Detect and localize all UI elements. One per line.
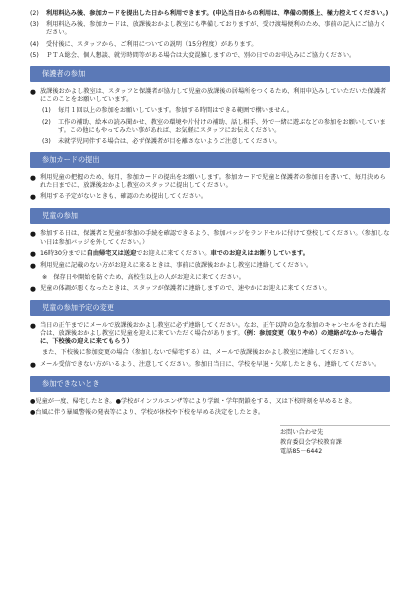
- list-item: [30, 230, 390, 246]
- list-item: [30, 262, 390, 271]
- bullet-icon: ●: [30, 193, 36, 202]
- bullet-icon: ●: [30, 261, 36, 270]
- section-header-child-participation: 児童の参加: [30, 208, 390, 224]
- item-number: (2): [30, 10, 39, 17]
- list-item: [30, 285, 390, 294]
- list-item: [30, 10, 390, 18]
- list-item: [30, 193, 390, 202]
- item-text: 児童の体調が悪くなったときは、スタッフが保護者に連絡しますので、速やかにお迎えに来てください。: [40, 284, 331, 292]
- item-number: (3): [42, 137, 51, 145]
- list-item: [42, 107, 390, 115]
- item-text: [40, 322, 390, 347]
- list-item: [30, 398, 390, 406]
- note: [42, 274, 390, 282]
- text-fragment: 16時30分までに: [40, 249, 87, 257]
- text-emphasis: 自由帰宅又は送迎: [86, 249, 137, 257]
- item-text: 利用児童の把握のため、毎月、参加カードの提出をお願いします。参加カードで児童と保護者の参加日を書いて、毎月決められた日までに、放課後おかよし教室のスタッフに提出してください。: [40, 174, 386, 190]
- top-items: [30, 10, 390, 60]
- item-number: (5): [30, 51, 39, 59]
- item-number: (4): [30, 40, 39, 48]
- bullet-icon: ●: [30, 230, 36, 239]
- item-text: また、下校後に参加変更の場合（参加しないで帰宅する）は、メールで放課後おかよし教室に連絡してください。: [42, 349, 358, 357]
- item-text: 利用料込み後、参加カードを提出した日から利用できます。(申込当日からの利用は、準備の関係上、極力控えてください。): [46, 10, 389, 17]
- item-text: 工作の補助、絵本の読み聞かせ、教室の環境や片付けの補助、話し相手、外で一緒に遊ぶなどの参加をお願いしています。この他にもやってみたい事があれば、お気軽にスタッフにお伝えください。: [58, 118, 386, 134]
- list-item: [30, 250, 390, 259]
- list-item: [30, 361, 390, 370]
- note-text: ※ 保存日や開始を防ぐため、高校生以上の人がお迎えに来てください。: [42, 273, 245, 281]
- item-text: [40, 250, 390, 258]
- list-item: [30, 41, 390, 49]
- text-fragment: でお迎えに来てください。: [136, 249, 211, 257]
- item-text: ＰＴＡ総会、個人懇談、就労時間等がある場合は大変混雑しますので、別の日でのお申込みにご協力ください。: [46, 51, 356, 59]
- bullet-icon: ●: [30, 321, 36, 330]
- item-number: (2): [42, 118, 51, 126]
- item-text: 受付後に、スタッフから、ご利用についての説明（15分程度）があります。: [46, 40, 258, 48]
- list-item: [42, 138, 390, 146]
- list-item: [42, 119, 390, 135]
- contact-title: お問い合わせ先: [280, 428, 324, 436]
- bullet-icon: ●: [30, 284, 36, 293]
- contact-phone: 電話85－6442: [280, 448, 323, 456]
- item-text: ●台風に伴う暴風警報の発表等により、学校が休校や下校を早める決定をしたとき。: [30, 408, 265, 416]
- list-item: [30, 21, 390, 37]
- list-item: [30, 409, 390, 417]
- item-text: 参加する日は、保護者と児童が参加の手続を確認できるよう、参加バッジをランドセルに付けて登校してください。（参加しない日は参加バッジを外してください。）: [40, 230, 390, 246]
- item-text: 利用児童に記載のない方がお迎えに来るときは、事前に放課後おかよし教室に連絡してください。: [40, 261, 313, 269]
- item-text: 利用料込み後、参加カードは、放課後おかよし教室にも準備しておりますが、受け渡場便利のため、事前の記入にご協力ください。: [46, 21, 387, 37]
- item-number: (1): [42, 107, 51, 115]
- list-item: [30, 322, 390, 347]
- item-text: 未就学児同伴する場合は、必ず保護者が目を離さないようご注意してください。: [58, 137, 281, 145]
- bullet-icon: ●: [30, 249, 36, 258]
- item-number: (3): [30, 21, 39, 29]
- list-item: [30, 174, 390, 190]
- bullet-icon: ●: [30, 174, 36, 183]
- item-text: 放課後おかよし教室は、スタッフと保護者が協力して児童の放課後の居場所をつくるため、利用申込みしていただいた保護者にこのことをお願いしています。: [40, 87, 387, 104]
- item-text: 利用する予定がないときも、確認のため提出してください。: [40, 193, 208, 201]
- contact-organization: 教育委員会学校教育課: [280, 438, 342, 446]
- bullet-icon: ●: [30, 360, 36, 369]
- bullet-icon: ●: [30, 87, 36, 96]
- text-emphasis: 車でのお迎えはお断りしています。: [210, 249, 309, 257]
- list-item: [30, 88, 390, 104]
- item-text: 毎月１回以上の参加をお願いしています。参加する時間はできる範囲で構いません。: [58, 107, 293, 115]
- text-emphasis: （例：参加変更（取りやめ）の連絡がなかった場合に、下校後の迎えに来てもらう）: [40, 330, 383, 346]
- text-fragment: 当日の正午までにメールで放課後おかよし教室に必ず連絡してください。なお、正午以降の急な参加のキャンセルをされた場合は、放課後おかよし教室に児童を迎えに来ていただく場合があります。: [40, 321, 387, 338]
- section-header-schedule-change: 児童の参加予定の変更: [30, 300, 390, 316]
- section-header-cannot-participate: 参加できないとき: [30, 376, 390, 392]
- list-item: [42, 349, 390, 357]
- list-item: [30, 52, 390, 60]
- item-text: メール受信できない方がいるよう、注意してください。参加日当日に、学校を早退・欠席したときも、連絡してください。: [40, 360, 381, 368]
- section-header-parent-participation: 保護者の参加: [30, 66, 390, 82]
- item-text: ●児童が一度、帰宅したとき。●学校がインフルエンザ等により学級・学年閉鎖をする、又は下校時刻を早めるとき。: [30, 397, 356, 405]
- section-header-card-submission: 参加カードの提出: [30, 152, 390, 168]
- contact-block: [280, 425, 390, 457]
